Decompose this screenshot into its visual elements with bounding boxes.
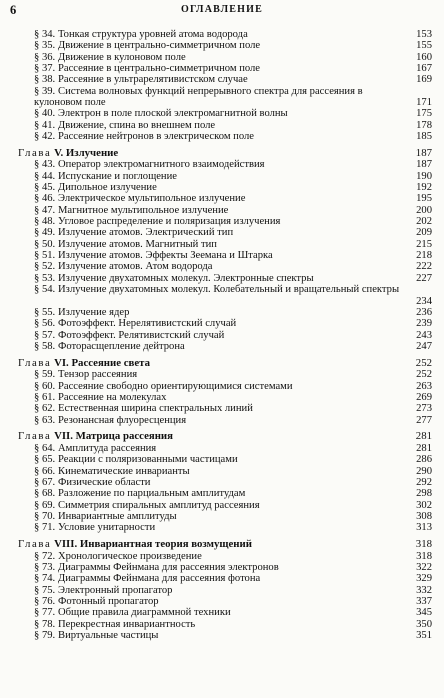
section-title: Электронный пропагатор [58, 584, 173, 596]
section-page-number: 153 [416, 29, 432, 40]
section-number: § 72. [34, 550, 56, 562]
table-of-contents [18, 29, 432, 641]
section-number: § 50. [34, 238, 56, 250]
section-number: § 37. [34, 63, 56, 75]
toc-entry [18, 619, 432, 630]
page-header [0, 0, 444, 24]
section-page-number: 239 [416, 318, 432, 330]
section-number: § 46. [34, 193, 56, 205]
section-page-number: 351 [416, 629, 432, 641]
section-title: Реакции с поляризованными частицами [58, 454, 238, 466]
toc-entry [18, 120, 432, 131]
toc-entry [18, 454, 432, 465]
section-page-number: 200 [416, 204, 432, 216]
section-title: Симметрия спиральных амплитуд рассеяния [58, 499, 260, 511]
section-number: § 56. [34, 318, 56, 330]
section-title: Дипольное излучение [58, 182, 157, 194]
section-page-number: 298 [416, 488, 432, 500]
section-title: Излучение атомов. Магнитный тип [58, 238, 217, 250]
section-title: Фотонный пропагатор [58, 595, 159, 607]
section-number: § 68. [34, 488, 56, 500]
section-title: Угловое распределение и поляризация излучения [58, 216, 281, 228]
section-page-number: 302 [416, 499, 432, 511]
section-number: § 75. [34, 584, 56, 596]
section-number: § 38. [34, 74, 56, 86]
section-number: § 73. [34, 561, 56, 573]
section-number: § 60. [34, 380, 56, 392]
section-page-number: 252 [416, 369, 432, 381]
section-title: Естественная ширина спектральных линий [58, 403, 253, 415]
chapter-page-number: 252 [415, 356, 432, 369]
section-title: Движение в центрально-симметричном поле [58, 40, 261, 52]
section-title: Тензор рассеяния [58, 369, 138, 381]
section-title: Общие правила диаграммной техники [58, 607, 231, 619]
section-number: § 62. [34, 403, 56, 415]
toc-entry [18, 551, 432, 562]
section-page-number: 247 [416, 340, 432, 352]
toc-entry [18, 403, 432, 414]
section-title: Фотоэффект. Нерелятивистский случай [58, 318, 237, 330]
section-title: Хронологическое произведение [58, 550, 202, 562]
section-title: Система волновых функций непрерывного спектра для рассеяния в кулоновом поле [34, 85, 363, 109]
section-page-number: 192 [416, 182, 432, 194]
section-number: § 79. [34, 629, 56, 641]
toc-entry [18, 630, 432, 641]
toc-entry [18, 250, 432, 261]
section-title: Движение в кулоновом поле [58, 51, 186, 63]
chapter-page-number: 281 [415, 430, 432, 443]
section-number: § 54. [34, 284, 56, 296]
section-page-number: 155 [416, 40, 432, 52]
section-title: Диаграммы Фейнмана для рассеяния фотона [58, 573, 261, 585]
toc-entry [18, 182, 432, 193]
section-number: § 77. [34, 607, 56, 619]
toc-entry [18, 193, 432, 204]
section-page-number: 160 [416, 51, 432, 63]
section-page-number: 337 [416, 595, 432, 607]
section-title: Резонансная флуоресценция [58, 414, 187, 426]
toc-entry [18, 341, 432, 352]
section-number: § 63. [34, 414, 56, 426]
section-number: § 67. [34, 476, 56, 488]
chapter-heading [18, 358, 432, 369]
section-number: § 41. [34, 119, 56, 131]
section-title: Кинематические инварианты [58, 465, 190, 477]
toc-entry [18, 239, 432, 250]
section-number: § 49. [34, 227, 56, 239]
section-title: Электрон в поле плоской электромагнитной волны [58, 108, 288, 120]
toc-entry [18, 392, 432, 403]
section-page-number: 195 [416, 193, 432, 205]
page-number: 6 [10, 3, 17, 17]
section-title: Условие унитарности [58, 522, 156, 534]
section-number: § 64. [34, 442, 56, 454]
section-title: Диаграммы Фейнмана для рассеяния электронов [58, 561, 279, 573]
chapter-heading [18, 539, 432, 550]
section-page-number: 318 [416, 550, 432, 562]
section-number: § 65. [34, 454, 56, 466]
toc-entry [18, 74, 432, 85]
section-number: § 52. [34, 261, 56, 273]
section-page-number: 286 [416, 454, 432, 466]
toc-entry [18, 522, 432, 533]
section-title: Инвариантные амплитуды [58, 510, 177, 522]
section-title: Излучение двухатомных молекул. Электронные спектры [58, 272, 314, 284]
section-number: § 61. [34, 391, 56, 403]
section-number: § 35. [34, 40, 56, 52]
section-page-number: 187 [416, 159, 432, 171]
toc-entry [18, 86, 432, 109]
section-title: Рассеяние нейтронов в электрическом поле [58, 131, 254, 143]
section-page-number: 322 [416, 561, 432, 573]
section-title: Испускание и поглощение [58, 170, 177, 182]
section-title: Излучение двухатомных молекул. Колебательный и вращательный спектры [58, 284, 400, 296]
toc-entry [18, 415, 432, 426]
section-number: § 45. [34, 182, 56, 194]
toc-entry [18, 511, 432, 522]
section-number: § 69. [34, 499, 56, 511]
section-page-number: 218 [416, 250, 432, 262]
section-page-number: 332 [416, 584, 432, 596]
section-title: Электрическое мультипольное излучение [58, 193, 246, 205]
section-page-number: 313 [416, 522, 432, 534]
section-title: Перекрестная инвариантность [58, 618, 196, 630]
chapter-word: Глава [18, 356, 52, 369]
toc-entry [18, 40, 432, 51]
toc-entry [18, 466, 432, 477]
section-number: § 51. [34, 250, 56, 262]
toc-entry [18, 63, 432, 74]
toc-entry [18, 273, 432, 284]
section-page-number: 243 [416, 329, 432, 341]
section-number: § 59. [34, 369, 56, 381]
toc-entry [18, 585, 432, 596]
section-number: § 70. [34, 510, 56, 522]
section-number: § 66. [34, 465, 56, 477]
section-page-number: 202 [416, 216, 432, 228]
section-title: Рассеяние в центрально-симметричном поле [58, 63, 261, 75]
section-number: § 42. [34, 131, 56, 143]
toc-entry [18, 52, 432, 63]
toc-entry [18, 607, 432, 618]
section-number: § 57. [34, 329, 56, 341]
chapter-word: Глава [18, 538, 52, 551]
section-page-number: 178 [416, 119, 432, 131]
running-title: ОГЛАВЛЕНИЕ [181, 4, 263, 15]
section-page-number: 167 [416, 63, 432, 75]
section-number: § 36. [34, 51, 56, 63]
section-title: Излучение атомов. Атом водорода [58, 261, 213, 273]
section-number: § 58. [34, 340, 56, 352]
section-number: § 44. [34, 170, 56, 182]
section-title: Рассеяние свободно ориентирующимися системами [58, 380, 293, 392]
chapter-title: VI. Рассеяние света [54, 356, 150, 369]
toc-entry [18, 227, 432, 238]
section-title: Движение, спина во внешнем поле [58, 119, 216, 131]
chapter-page-number: 187 [415, 147, 432, 160]
section-page-number: 269 [416, 391, 432, 403]
chapter-word: Глава [18, 147, 52, 160]
section-number: § 53. [34, 272, 56, 284]
section-page-number: 290 [416, 465, 432, 477]
chapter-title: VII. Матрица рассеяния [54, 430, 173, 443]
section-page-number: 277 [416, 414, 432, 426]
toc-entry [18, 131, 432, 142]
section-title: Физические области [58, 476, 151, 488]
section-title: Рассеяние в ультрарелятивистском случае [58, 74, 248, 86]
section-title: Виртуальные частицы [58, 629, 159, 641]
chapter-page-number: 318 [415, 538, 432, 551]
toc-entry [18, 477, 432, 488]
section-page-number: 215 [416, 238, 432, 250]
section-title: Излучение атомов. Электрический тип [58, 227, 234, 239]
section-title: Излучение атомов. Эффекты Зеемана и Штарка [58, 250, 273, 262]
toc-entry [18, 500, 432, 511]
toc-entry [18, 381, 432, 392]
toc-entry [18, 369, 432, 380]
toc-entry [18, 488, 432, 499]
section-page-number: 263 [416, 380, 432, 392]
section-number: § 43. [34, 159, 56, 171]
chapter-title: VIII. Инвариантная теория возмущений [54, 538, 252, 551]
section-number: § 40. [34, 108, 56, 120]
section-title: Рассеяние на молекулах [58, 391, 167, 403]
section-number: § 39. [34, 85, 56, 97]
section-page-number: 292 [416, 476, 432, 488]
chapter-word: Глава [18, 430, 52, 443]
chapter-heading [18, 431, 432, 442]
section-page-number: 190 [416, 170, 432, 182]
section-title: Амплитуда рассеяния [58, 442, 157, 454]
section-number: § 47. [34, 204, 56, 216]
toc-entry [18, 108, 432, 119]
section-page-number: 169 [416, 74, 432, 86]
toc-entry [18, 307, 432, 318]
section-number: § 78. [34, 618, 56, 630]
section-title: Разложение по парциальным амплитудам [58, 488, 246, 500]
toc-entry [18, 330, 432, 341]
section-page-number: 350 [416, 618, 432, 630]
section-number: § 76. [34, 595, 56, 607]
section-page-number: 175 [416, 108, 432, 120]
section-title: Магнитное мультипольное излучение [58, 204, 229, 216]
toc-entry [18, 205, 432, 216]
section-page-number: 209 [416, 227, 432, 239]
section-number: § 55. [34, 306, 56, 318]
section-title: Оператор электромагнитного взаимодействия [58, 159, 265, 171]
toc-entry [18, 159, 432, 170]
toc-entry [18, 216, 432, 227]
section-number: § 71. [34, 522, 56, 534]
chapter-title: V. Излучение [54, 147, 119, 160]
toc-entry [18, 29, 432, 40]
section-number: § 34. [34, 29, 56, 40]
toc-entry [18, 596, 432, 607]
section-page-number: 281 [416, 442, 432, 454]
toc-entry [18, 443, 432, 454]
section-number: § 48. [34, 216, 56, 228]
toc-entry [18, 284, 432, 307]
section-page-number: 308 [416, 510, 432, 522]
section-page-number: 329 [416, 573, 432, 585]
section-page-number: 345 [416, 607, 432, 619]
section-title: Фоторасщепление дейтрона [58, 340, 185, 352]
chapter-heading [18, 148, 432, 159]
toc-entry [18, 573, 432, 584]
section-title: Излучение ядер [58, 306, 130, 318]
section-page-number: 273 [416, 403, 432, 415]
section-title: Фотоэффект. Релятивистский случай [58, 329, 225, 341]
section-page-number: 234 [416, 295, 432, 307]
section-page-number: 236 [416, 306, 432, 318]
section-page-number: 227 [416, 272, 432, 284]
toc-entry [18, 171, 432, 182]
section-page-number: 222 [416, 261, 432, 273]
toc-entry [18, 261, 432, 272]
section-page-number: 171 [416, 97, 432, 109]
section-title: Тонкая структура уровней атома водорода [58, 29, 248, 40]
section-number: § 74. [34, 573, 56, 585]
toc-entry [18, 562, 432, 573]
toc-entry [18, 318, 432, 329]
section-page-number: 185 [416, 131, 432, 143]
